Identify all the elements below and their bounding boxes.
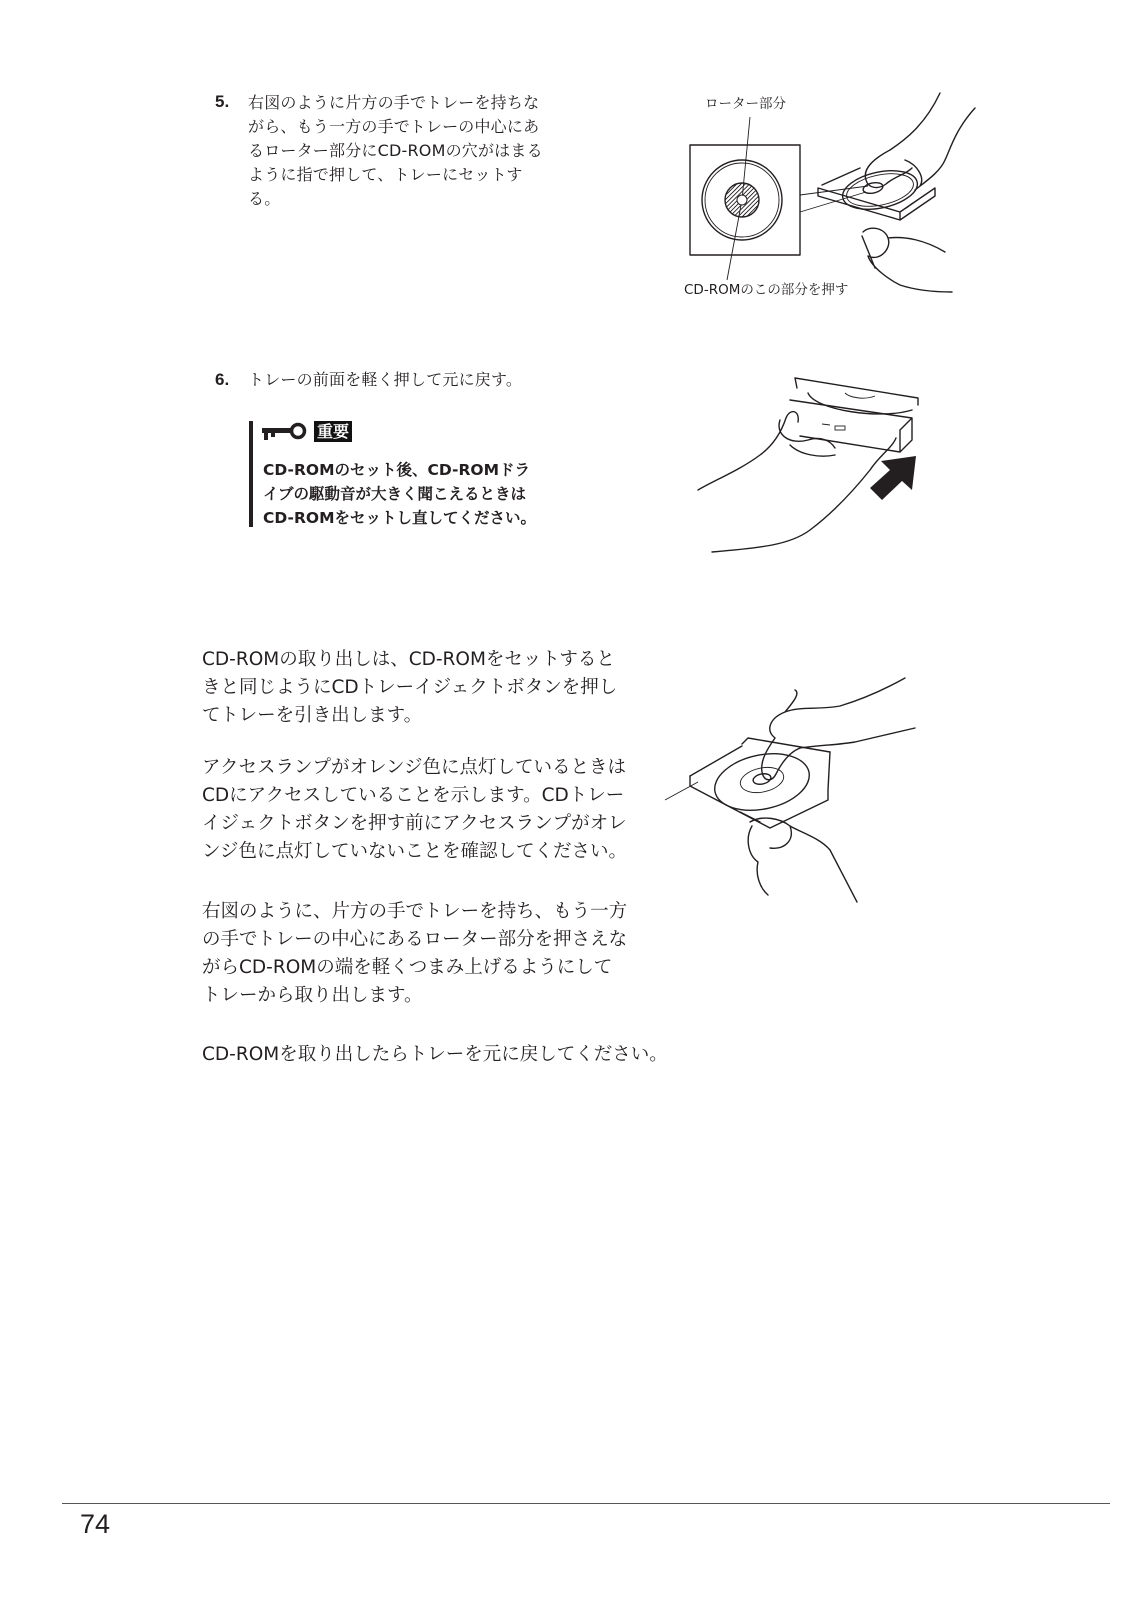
- paragraph-line: きと同じようにCDトレーイジェクトボタンを押し: [202, 677, 618, 698]
- tray-close-illustration: [690, 370, 930, 560]
- step-5-text: [248, 91, 543, 211]
- rotor-label: ローター部分: [705, 96, 786, 112]
- paragraph-line: てトレーを引き出します。: [202, 705, 423, 726]
- eject-slot: [822, 424, 830, 425]
- important-heading: 重要: [314, 421, 352, 442]
- drive-leader-line: [665, 782, 698, 800]
- press-here-label: CD-ROMのこの部分を押す: [684, 282, 849, 298]
- important-line: CD-ROMのセット後、CD-ROMドラ: [263, 461, 530, 479]
- paragraph-line: 右図のように、片方の手でトレーを持ち、もう一方: [202, 901, 628, 922]
- lower-hand: [862, 228, 952, 292]
- upper-hand: [762, 678, 915, 780]
- paragraph-line: トレーから取り出します。: [202, 985, 423, 1006]
- paragraph-eject: [202, 646, 617, 730]
- important-text: [263, 458, 536, 530]
- step-5-line: るローター部分にCD-ROMの穴がはまる: [248, 141, 543, 160]
- paragraph-line: がらCD-ROMの端を軽くつまみ上げるようにして: [202, 957, 613, 978]
- step-6-number: 6.: [215, 370, 230, 389]
- paragraph-line: CD-ROMを取り出したらトレーを元に戻してください。: [202, 1044, 668, 1065]
- paragraph-return-tray: [202, 1041, 668, 1069]
- step-6-text: [248, 368, 522, 392]
- step-5-line: る。: [248, 189, 281, 208]
- footer-rule: [62, 1503, 1110, 1504]
- step-5-line: がら、もう一方の手でトレーの中心にあ: [248, 117, 540, 136]
- push-arrow: [870, 456, 916, 500]
- paragraph-line: CDにアクセスしていることを示します。CDトレー: [202, 785, 625, 806]
- disc-hole: [737, 195, 747, 205]
- paragraph-line: アクセスランプがオレンジ色に点灯しているときは: [202, 757, 627, 778]
- important-line: CD-ROMをセットし直してください。: [263, 509, 536, 527]
- step-6-line: トレーの前面を軽く押して元に戻す。: [248, 370, 523, 389]
- lower-hand: [748, 818, 857, 902]
- step-5-line: ように指で押して、トレーにセットす: [248, 165, 523, 184]
- upper-hand: [865, 93, 975, 190]
- cd-set-illustration: [660, 80, 990, 310]
- step-5-number: 5.: [215, 92, 230, 111]
- important-line: イブの駆動音が大きく聞こえるときは: [263, 485, 527, 503]
- tray-top-edge: [795, 378, 918, 405]
- page-number: 74: [80, 1509, 111, 1539]
- key-icon: [260, 421, 308, 443]
- tray-disc-hub: [862, 181, 884, 195]
- paragraph-access-lamp: [202, 754, 627, 866]
- tray-front-panel: [790, 400, 912, 452]
- tray-disc-hub-arc: [845, 393, 875, 398]
- step-5-line: 右図のように片方の手でトレーを持ちな: [248, 93, 540, 112]
- paragraph-line: ンジ色に点灯していないことを確認してください。: [202, 841, 628, 862]
- paragraph-line: CD-ROMの取り出しは、CD-ROMをセットすると: [202, 649, 615, 670]
- removed-disc: [709, 746, 814, 819]
- important-bar: [249, 421, 253, 527]
- pushing-hand: [698, 412, 896, 552]
- paragraph-line: の手でトレーの中心にあるローター部分を押さえな: [202, 929, 628, 950]
- paragraph-line: イジェクトボタンを押す前にアクセスランプがオレ: [202, 813, 627, 834]
- paragraph-remove: [202, 898, 627, 1010]
- access-lamp: [835, 426, 845, 430]
- cd-remove-illustration: [660, 670, 920, 910]
